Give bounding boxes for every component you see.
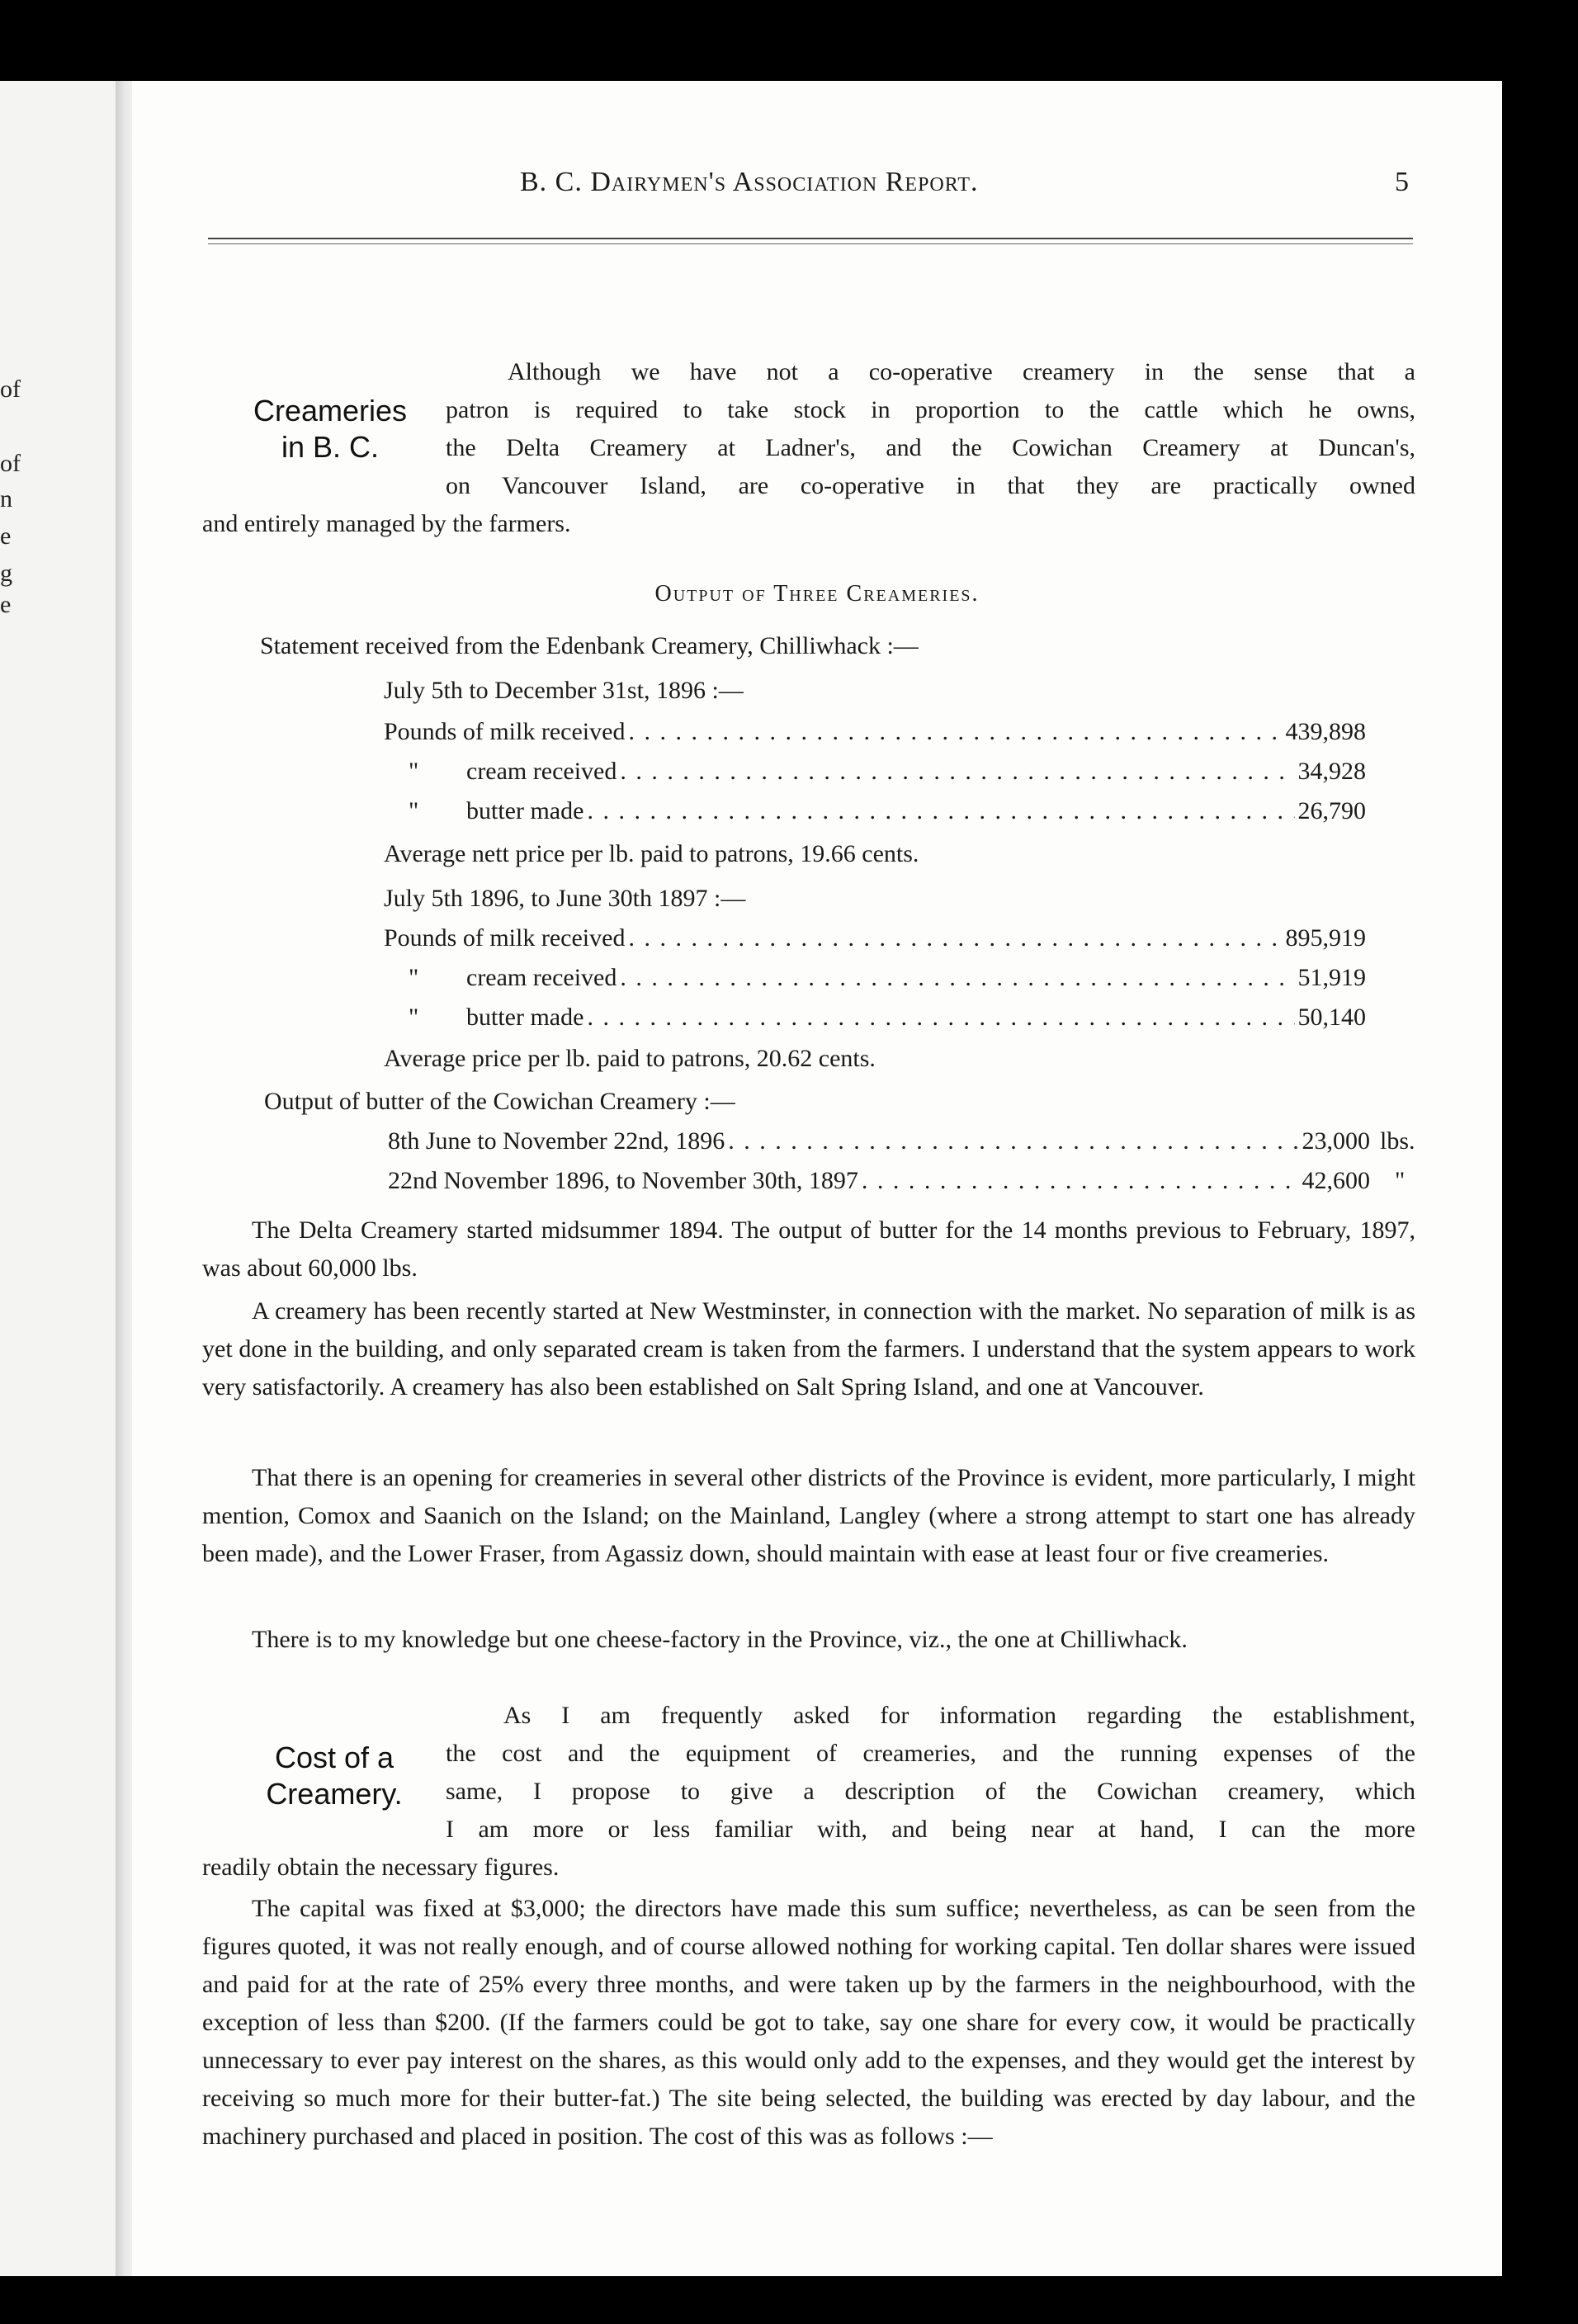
paragraph-westminster	[202, 1292, 1415, 1406]
paragraph-capital	[202, 1890, 1415, 2156]
row-unit: "	[1395, 1167, 1406, 1194]
sidenote-creameries	[223, 393, 437, 465]
row-label: Pounds of milk received	[384, 924, 626, 952]
fragment-text: of	[0, 376, 21, 403]
table-row	[388, 1167, 1370, 1195]
row-label-text: cream received	[466, 758, 617, 785]
row-label-text: cream received	[466, 964, 617, 991]
table-row	[384, 964, 1366, 992]
table-row	[384, 797, 1366, 825]
paragraph-delta	[202, 1212, 1415, 1287]
text-line: patron is required to take stock in proportion to the cattle which he owns,	[446, 396, 1415, 423]
paragraph-text: There is to my knowledge but one cheese-factory in the Province, viz., the one at Chilliwhack.	[252, 1626, 1188, 1653]
row-value: 23,000	[1302, 1127, 1370, 1155]
leader-dots	[862, 1167, 1299, 1195]
ditto-mark: "	[409, 964, 419, 991]
cost-last-line	[202, 1849, 1415, 1887]
leader-dots	[728, 1127, 1298, 1155]
paragraph-text: The Delta Creamery started midsummer 1894. The output of butter for the 14 months previous to February, 1897, was about 60,000 lbs.	[202, 1216, 1415, 1282]
sidenote-line: Creamery.	[266, 1777, 403, 1811]
sidenote-line: Cost of a	[274, 1741, 394, 1774]
fragment-text: e	[0, 522, 12, 550]
row-label	[384, 758, 617, 786]
header-rule	[208, 238, 1413, 239]
running-head: B. C. Dairymen's Association Report.	[520, 167, 979, 197]
row-label: 8th June to November 22nd, 1896	[388, 1127, 725, 1155]
leader-dots	[620, 758, 1294, 786]
text-line: the cost and the equipment of creameries, and the running expenses of the	[446, 1740, 1415, 1767]
page-number: 5	[1395, 167, 1409, 197]
table-row	[384, 718, 1366, 746]
row-value: 50,140	[1297, 1004, 1366, 1031]
text-line: I am more or less familiar with, and being near at hand, I can the more	[446, 1816, 1415, 1843]
fragment-text: of	[0, 450, 21, 477]
ditto-mark: "	[409, 758, 419, 785]
row-label	[384, 964, 617, 992]
average-line: Average nett price per lb. paid to patrons, 19.66 cents.	[384, 840, 919, 867]
sidenote-cost	[239, 1740, 429, 1812]
page-header	[132, 167, 1502, 208]
header-rule-thin	[208, 243, 1413, 244]
leader-dots	[587, 797, 1294, 825]
ditto-mark: "	[409, 797, 419, 824]
row-label-text: butter made	[466, 1004, 584, 1031]
table-row	[388, 1127, 1370, 1155]
facing-page-edge	[0, 81, 124, 2276]
row-label	[384, 797, 583, 825]
table-row	[384, 924, 1366, 952]
paragraph-cheese	[202, 1621, 1415, 1659]
text-line: on Vancouver Island, are co-operative in that they are practically owned	[446, 472, 1415, 499]
text-line: readily obtain the necessary figures.	[202, 1854, 560, 1881]
row-value: 26,790	[1297, 797, 1366, 824]
leader-dots	[628, 924, 1282, 952]
document-page	[132, 81, 1502, 2276]
fragment-text: n	[0, 485, 12, 513]
intro-paragraph	[446, 353, 1415, 505]
text-line: same, I propose to give a description of the Cowichan creamery, which	[446, 1778, 1415, 1805]
statement-line: Output of butter of the Cowichan Creamery :—	[264, 1088, 735, 1115]
table-row	[384, 1004, 1366, 1032]
average-line: Average price per lb. paid to patrons, 20.62 cents.	[384, 1045, 876, 1072]
statement-line: Statement received from the Edenbank Creamery, Chilliwhack :—	[260, 632, 919, 659]
row-label: Pounds of milk received	[384, 718, 626, 745]
row-label: 22nd November 1896, to November 30th, 1897	[388, 1167, 858, 1194]
row-label	[384, 1004, 583, 1032]
paragraph-text: The capital was fixed at $3,000; the directors have made this sum suffice; nevertheless, as can be seen from the figures quoted, it was not really enough, and of course allowed nothing for working capital. Ten dollar shares were issued and paid for at the rate of 25% every three months, and were taken up by the farmers in the neighbourhood, with the exception of less than $200. (If the farmers could be got to take, say one share for every cow, it would be practically unnecessary to ever pay interest on the shares, as this would only add to the expenses, and they would get the interest by receiving so much more for their butter-fat.) The site being selected, the building was erected by day labour, and the machinery purchased and placed in position. The cost of this was as follows :—	[202, 1895, 1415, 2150]
row-label-text: butter made	[466, 797, 584, 824]
leader-dots	[620, 964, 1294, 992]
period-heading: July 5th to December 31st, 1896 :—	[384, 677, 744, 704]
sidenote-line: Creameries	[253, 394, 408, 427]
paragraph-opening	[202, 1459, 1415, 1573]
table-row	[384, 758, 1366, 786]
section-title: Output of Three Creameries.	[654, 581, 980, 607]
sidenote-line: in B. C.	[281, 430, 380, 464]
period-heading: July 5th 1896, to June 30th 1897 :—	[384, 885, 746, 912]
leader-dots	[587, 1004, 1294, 1032]
row-unit: lbs.	[1380, 1127, 1415, 1155]
cost-paragraph	[446, 1697, 1415, 1849]
ditto-mark: "	[409, 1004, 419, 1031]
row-value: 34,928	[1297, 758, 1366, 785]
row-value: 895,919	[1285, 924, 1366, 952]
paragraph-text: That there is an opening for creameries in several other districts of the Province is evident, more particularly, I might mention, Comox and Saanich on the Island; on the Mainland, Langley (where a strong attempt to start one has already been made), and the Lower Fraser, from Agassiz down, should maintain with ease at least four or five creameries.	[202, 1464, 1415, 1567]
text-line: the Delta Creamery at Ladner's, and the Cowichan Creamery at Duncan's,	[446, 434, 1415, 461]
fragment-text: e	[0, 591, 12, 618]
row-value: 42,600	[1302, 1167, 1370, 1194]
paragraph-text: A creamery has been recently started at New Westminster, in connection with the market. No separation of milk is as yet done in the building, and only separated cream is taken from the farmers. I understand that the system appears to work very satisfactorily. A creamery has also been established on Salt Spring Island, and one at Vancouver.	[202, 1297, 1415, 1401]
text-line: and entirely managed by the farmers.	[202, 510, 571, 537]
leader-dots	[628, 718, 1282, 746]
text-line: As I am frequently asked for information regarding the establishment,	[503, 1702, 1415, 1729]
fragment-text: g	[0, 560, 12, 587]
intro-last-line	[202, 505, 1415, 543]
text-line: Although we have not a co-operative creamery in the sense that a	[508, 358, 1415, 385]
row-value: 439,898	[1285, 718, 1366, 745]
row-value: 51,919	[1297, 964, 1366, 991]
